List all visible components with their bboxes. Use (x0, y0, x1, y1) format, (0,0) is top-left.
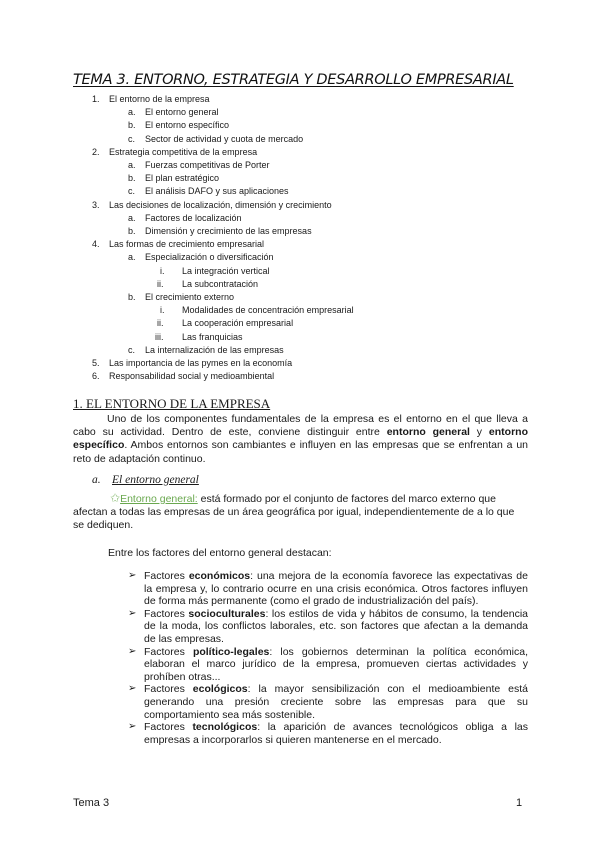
definition-term: Entorno general: (120, 493, 198, 505)
list-item: ➢ Factores político-legales: los gobiernos determinan la política económica, elaboran el marco jurídico de la empresa, promueven ciertas actividades y prohíben otras... (128, 645, 528, 683)
toc-item: 3. Las decisiones de localización, dimensión y crecimiento (92, 199, 332, 210)
list-item: ➢ Factores ecológicos: la mayor sensibilización con el medioambiente está generando una presión creciente sobre las empresas para que su comportamiento sea más sostenible. (128, 683, 528, 721)
toc-item: b. Dimensión y crecimiento de las empresas (128, 226, 312, 236)
toc-item: i. La integración vertical (160, 265, 270, 276)
arrow-bullet-icon: ➢ (128, 645, 137, 657)
footer-label: Tema 3 (73, 797, 110, 809)
arrow-bullet-icon: ➢ (128, 721, 137, 733)
subsection-heading: a. El entorno general (92, 474, 199, 486)
toc-item: 5. Las importancia de las pymes en la economía (92, 358, 293, 368)
toc-item: c. La internalización de las empresas (128, 344, 284, 355)
toc-item: 6. Responsabilidad social y medioambiental (92, 371, 275, 382)
toc-item: i. Modalidades de concentración empresarial (160, 305, 354, 316)
toc-item: 2. Estrategia competitiva de la empresa (92, 146, 258, 157)
toc-item: iii. Las franquicias (155, 331, 243, 342)
toc-item: c. Sector de actividad y cuota de mercado (128, 133, 304, 144)
factors-list (128, 570, 528, 746)
toc-item: ii. La cooperación empresarial (157, 318, 294, 329)
definition-paragraph: ✩Entorno general: está formado por el conjunto de factores del marco externo que afectan a todas las empresas de un área geográfica por igual, independientemente de a lo que se dediquen. (73, 491, 515, 532)
toc-item: ii. La subcontratación (157, 278, 259, 289)
toc-item: b. El crecimiento externo (128, 292, 235, 302)
toc-item: 4. Las formas de crecimiento empresarial (92, 239, 265, 250)
arrow-bullet-icon: ➢ (128, 683, 137, 695)
toc-item: 1. El entorno de la empresa (92, 94, 210, 104)
document-title: TEMA 3. ENTORNO, ESTRATEGIA Y DESARROLLO EMPRESARIAL (73, 72, 514, 88)
list-item: ➢ Factores tecnológicos: la aparición de avances tecnológicos obliga a las empresas a incorporarlos si quieren mantenerse en el mercado. (128, 721, 529, 746)
toc-item: a. Especialización o diversificación (128, 252, 274, 263)
star-icon: ✩ (110, 491, 121, 505)
toc-item: b. El entorno específico (128, 120, 230, 131)
list-item: ➢ Factores socioculturales: los estilos de vida y hábitos de consumo, la tendencia de la moda, los conflictos laborales, etc. son factores que afectan a la demanda de las empresas. (128, 607, 528, 645)
factors-lead: Entre los factores del entorno general destacan: (108, 547, 332, 559)
section-heading: 1. EL ENTORNO DE LA EMPRESA (73, 396, 271, 411)
list-item: ➢ Factores económicos: una mejora de la economía favorece las expectativas de la empresa y, lo contrario ocurre en una crisis económica. Otros factores influyen de forma más permanente (como el grado de industrialización del país). (128, 570, 528, 608)
arrow-bullet-icon: ➢ (128, 570, 137, 581)
toc-item: a. Fuerzas competitivas de Porter (128, 160, 270, 170)
toc-item: c. El análisis DAFO y sus aplicaciones (128, 186, 289, 197)
arrow-bullet-icon: ➢ (128, 607, 137, 619)
toc-item: a. El entorno general (128, 107, 219, 118)
intro-paragraph: Uno de los componentes fundamentales de la empresa es el entorno en el que lleva a cabo su actividad. Dentro de este, conviene distinguir entre entorno general y entorno específico. Ambos entornos son cambiantes e influyen en las empresas que se enfrentan a un reto de adaptación continuo. (73, 413, 528, 465)
toc-item: b. El plan estratégico (128, 173, 220, 184)
toc-item: a. Factores de localización (128, 212, 242, 223)
page-number: 1 (516, 797, 523, 809)
